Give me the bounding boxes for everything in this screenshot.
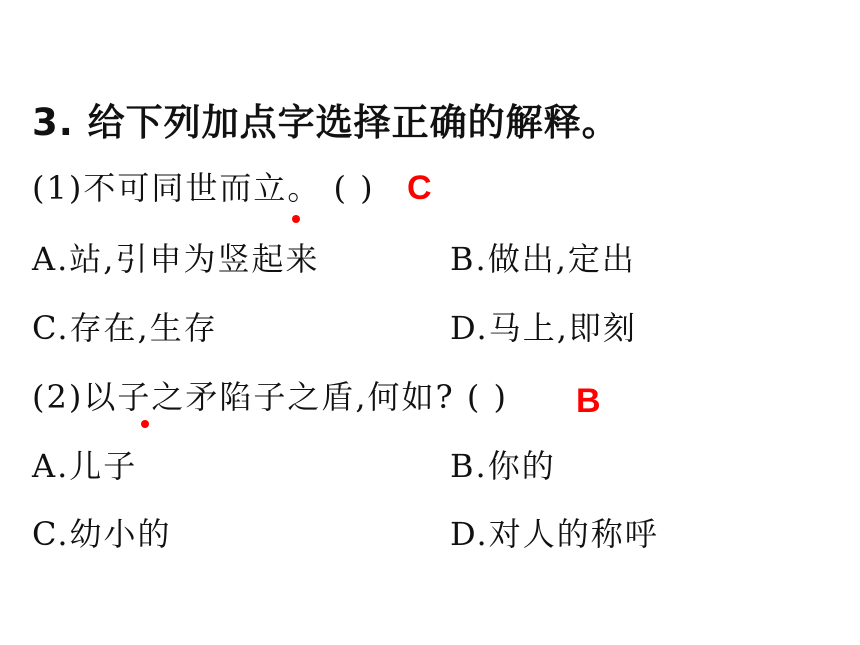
- emphasis-dot-2: [141, 420, 149, 428]
- item-2-answer: B: [576, 382, 601, 420]
- item-1-option-d: D.马上,即刻: [450, 309, 637, 347]
- item-2-option-a: A.儿子: [32, 447, 138, 485]
- emphasis-dot-1: [292, 215, 300, 223]
- item-2-stem: (2)以子之矛陷子之盾,何如? ( ): [32, 378, 508, 416]
- item-1-option-c: C.存在,生存: [32, 309, 218, 347]
- item-1-answer: C: [407, 169, 432, 207]
- question-title: 3. 给下列加点字选择正确的解释。: [32, 101, 620, 144]
- item-1-stem: (1)不可同世而立。 ( ): [32, 169, 375, 207]
- item-1-option-b: B.做出,定出: [450, 240, 636, 278]
- item-2-option-d: D.对人的称呼: [450, 515, 659, 553]
- item-2-option-b: B.你的: [450, 447, 556, 485]
- item-1-option-a: A.站,引申为竖起来: [32, 240, 320, 278]
- item-2-option-c: C.幼小的: [32, 515, 172, 553]
